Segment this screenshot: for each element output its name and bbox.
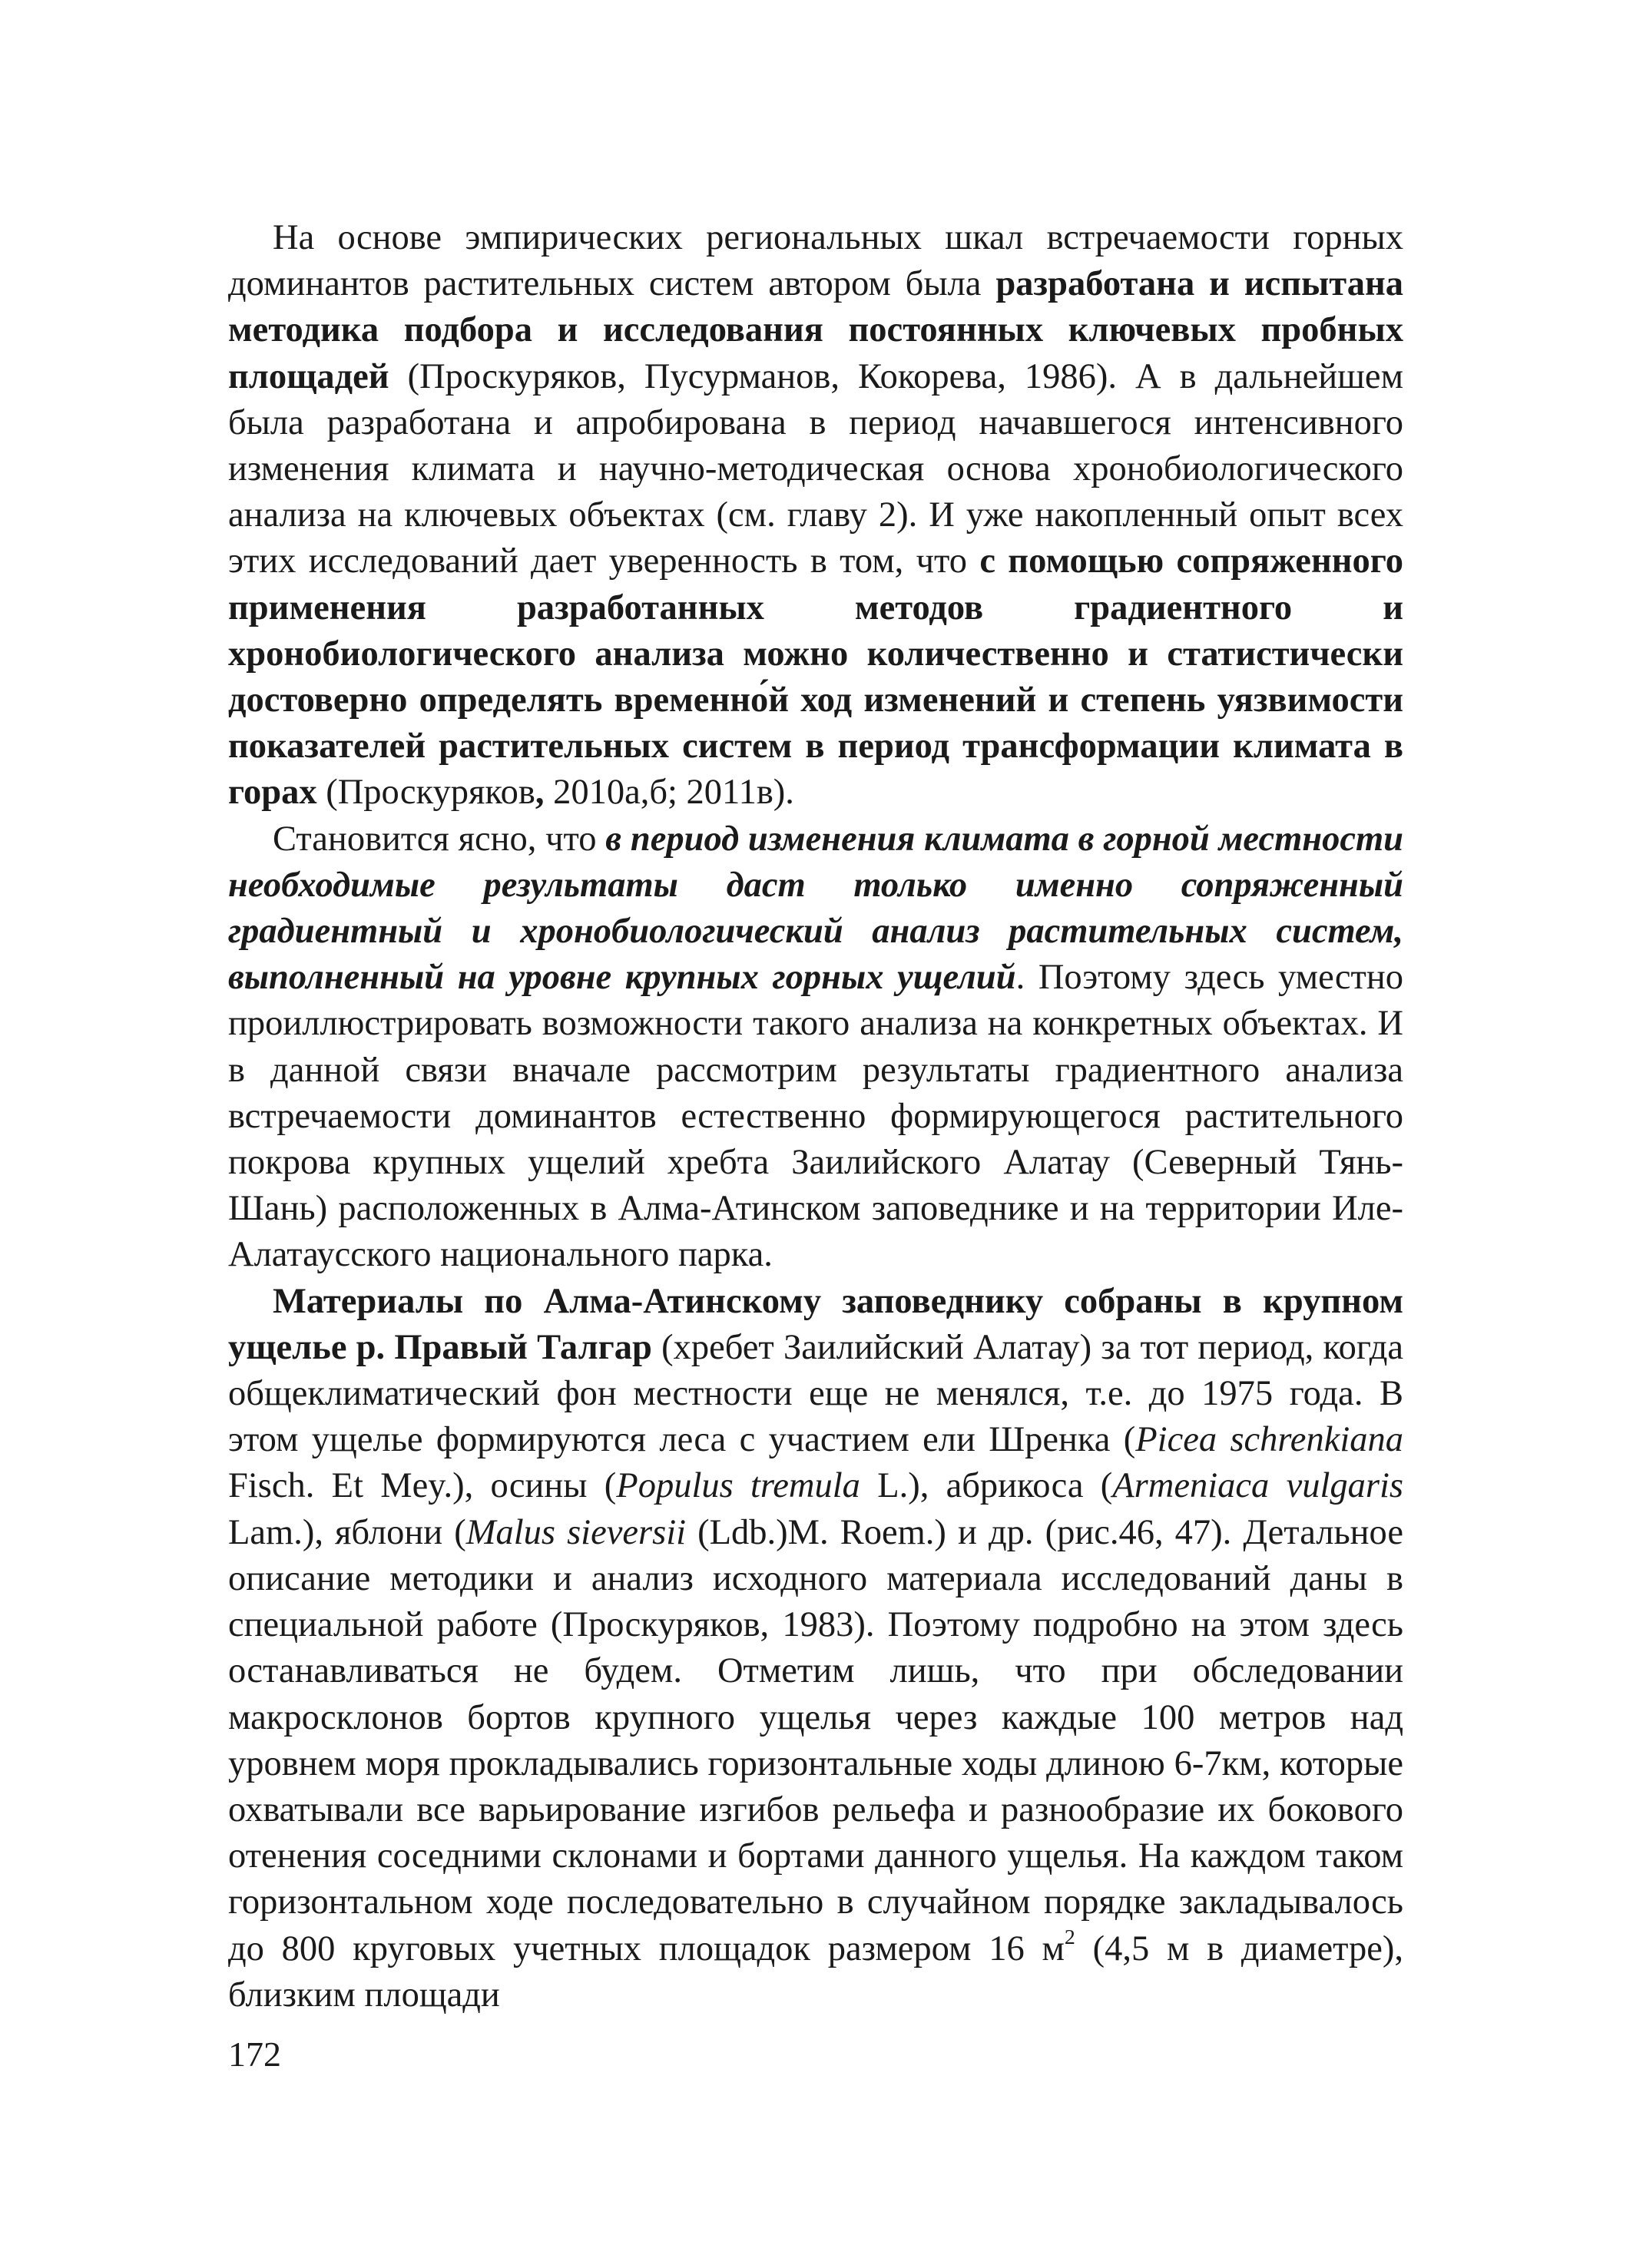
text-run: 2010а,б; 2011в). xyxy=(544,773,794,813)
species-name: Populus tremula xyxy=(616,1466,860,1506)
text-run: (хребет Заилийский Алатау) за тот период, когда общеклиматический фон местности еще не менялся, т.е. до 1975 года. В этом ущелье формируются леса с участием ели Шренка ( xyxy=(228,1327,1403,1460)
text-run: Fisch. Et Mey.), осины ( xyxy=(228,1466,617,1506)
page-number: 172 xyxy=(228,2035,281,2074)
bold-run: Материалы по Алма-Атинскому заповеднику собраны в крупном ущелье р. Правый Талгар xyxy=(228,1281,1403,1367)
text-run: . Поэтому здесь уместно проиллюстрировать возможности такого анализа на конкретных объектах. И в данной связи вначале рассмотрим результаты градиентного анализа встречаемости доминантов естественно формирующегося растительного покрова крупных ущелий хребта Заилийского Алатау (Северный Тянь-Шань) расположенных в Алма-Атинском заповеднике и на территории Иле-Алатаусского национального парка. xyxy=(228,958,1403,1275)
text-run: Lam.), яблони ( xyxy=(228,1512,466,1552)
text-run: (Ldb.)M. Roem.) и др. (рис.46, 47). Детальное описание методики и анализ исходного материала исследований даны в специальной работе (Проскуряков, 1983). Поэтому подробно на этом здесь останавливаться не будем. Отметим лишь, что при обследовании макросклонов бортов крупного ущелья через каждые 100 метров над уровнем моря прокладывались горизонтальные ходы длиною 6-7км, которые охватывали все варьирование изгибов рельефа и разнообразие их бокового отенения соседними склонами и бортами данного ущелья. На каждом таком горизонтальном ходе последовательно в случайном порядке закладывалось до 800 круговых учетных площадок размером 16 м xyxy=(228,1512,1403,1968)
text-run: (4,5 м в диаметре), близким площади xyxy=(228,1929,1403,2015)
bold-run: разработана и испытана методика подбора и исследования постоянных ключевых пробных площадей xyxy=(228,264,1403,396)
text-run: (Проскуряков, Пусурманов, Кокорева, 1986). А в дальнейшем была разработана и апробирована в период начавшегося интенсивного изменения климата и научно-методическая основа хронобиологического анализа на ключевых объектах (см. главу 2). И уже накопленный опыт всех этих исследований дает уверенность в том, что xyxy=(228,356,1403,581)
page-body xyxy=(228,215,1403,2018)
text-run: На основе эмпирических региональных шкал встречаемости горных доминантов растительных систем автором была xyxy=(228,218,1403,304)
text-run: Становится ясно, что xyxy=(273,819,606,859)
bold-run: , xyxy=(535,773,545,813)
species-name: Malus sieversii xyxy=(465,1512,687,1552)
text-run: L.), абрикоса ( xyxy=(860,1466,1113,1506)
paragraph-3 xyxy=(228,1279,1403,2018)
superscript: 2 xyxy=(1064,1925,1075,1949)
paragraph-2 xyxy=(228,816,1403,1279)
paragraph-1 xyxy=(228,215,1403,816)
text-run: (Проскуряков xyxy=(316,773,535,813)
bold-run: с помощью сопряженного применения разработанных методов градиентного и хронобиологического анализа можно количественно и статистически достоверно определять временно́й ход изменений и степень уязвимости показателей растительных систем в период трансформации климата в горах xyxy=(228,541,1403,813)
species-name: Armeniaca vulgaris xyxy=(1112,1466,1403,1506)
species-name: Picea schrenkiana xyxy=(1135,1420,1404,1460)
bold-italic-text: в период изменения климата в горной местности необходимые результаты даст только именно сопряженный градиентный и хронобиологический анализ растительных систем, выполненный на уровне крупных горных ущелий xyxy=(228,819,1403,998)
